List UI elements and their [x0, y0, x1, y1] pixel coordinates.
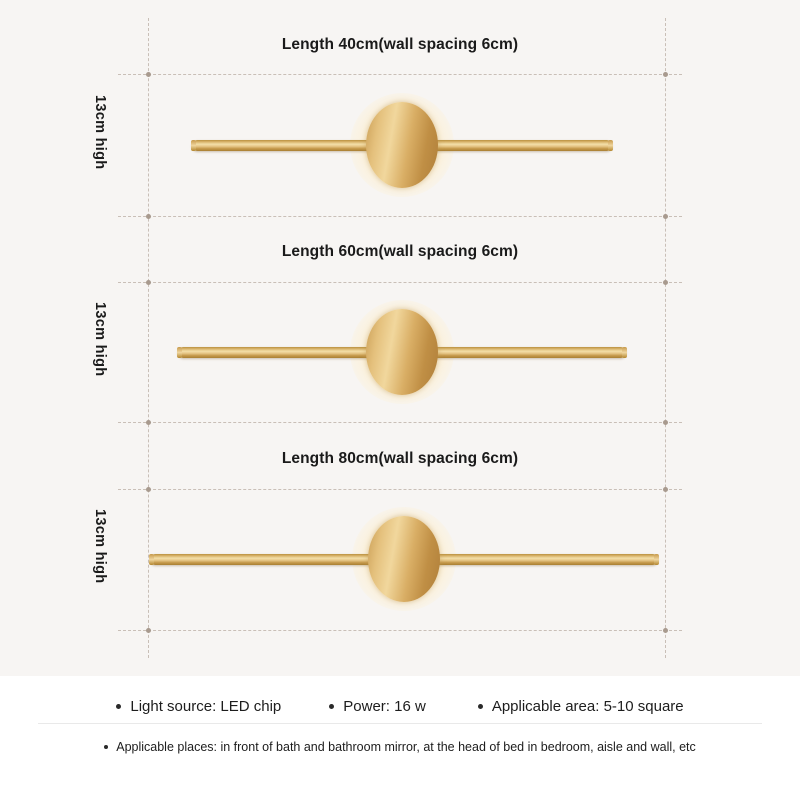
- bullet-icon: [329, 704, 334, 709]
- guide-node: [663, 72, 668, 77]
- lamp-fixture-40cm: [192, 90, 612, 200]
- lamp-end-cap-right: [608, 140, 613, 151]
- panel-title-60cm: Length 60cm(wall spacing 6cm): [281, 243, 519, 260]
- lamp-disc: [366, 309, 438, 395]
- height-label-60cm: 13cm high: [92, 302, 108, 377]
- bullet-icon: [104, 745, 108, 749]
- guide-line-horizontal: [118, 74, 682, 75]
- guide-node: [663, 214, 668, 219]
- height-label-40cm: 13cm high: [92, 95, 108, 170]
- spec-footer: [0, 676, 800, 800]
- guide-node: [663, 628, 668, 633]
- lamp-end-cap-right: [622, 347, 627, 358]
- spec-light-source-text: Light source: LED chip: [130, 698, 282, 715]
- lamp-disc: [366, 102, 438, 188]
- guide-node: [146, 72, 151, 77]
- bullet-icon: [116, 704, 121, 709]
- guide-node: [663, 487, 668, 492]
- spec-power: [329, 698, 426, 715]
- spec-power-text: Power: 16 w: [343, 698, 426, 715]
- lamp-end-cap-left: [177, 347, 182, 358]
- guide-line-horizontal: [118, 216, 682, 217]
- spec-applicable-area-text: Applicable area: 5-10 square: [491, 698, 684, 715]
- guide-line-horizontal: [118, 282, 682, 283]
- lamp-fixture-60cm: [178, 297, 626, 407]
- lamp-end-cap-left: [149, 554, 154, 565]
- height-label-80cm: 13cm high: [92, 509, 108, 584]
- guide-node: [663, 280, 668, 285]
- lamp-disc: [368, 516, 440, 602]
- guide-line-vertical: [665, 18, 666, 658]
- guide-node: [663, 420, 668, 425]
- guide-line-horizontal: [118, 630, 682, 631]
- guide-line-horizontal: [118, 422, 682, 423]
- lamp-end-cap-right: [654, 554, 659, 565]
- lamp-fixture-80cm: [150, 504, 658, 614]
- spec-applicable-places-text: Applicable places: in front of bath and bathroom mirror, at the head of bed in bedroom, aisle and wall, etc: [116, 740, 696, 754]
- guide-node: [146, 420, 151, 425]
- spec-applicable-places: [104, 740, 696, 754]
- footer-divider: [38, 723, 762, 724]
- spec-row-primary: [0, 698, 800, 715]
- spec-light-source: [116, 698, 281, 715]
- guide-line-horizontal: [118, 489, 682, 490]
- guide-node: [146, 280, 151, 285]
- panel-title-40cm: Length 40cm(wall spacing 6cm): [281, 36, 519, 53]
- spec-applicable-area: [478, 698, 684, 715]
- lamp-end-cap-left: [191, 140, 196, 151]
- spec-row-secondary: [0, 740, 800, 754]
- panel-title-80cm: Length 80cm(wall spacing 6cm): [281, 450, 519, 467]
- guide-node: [146, 628, 151, 633]
- bullet-icon: [478, 704, 483, 709]
- guide-node: [146, 487, 151, 492]
- guide-node: [146, 214, 151, 219]
